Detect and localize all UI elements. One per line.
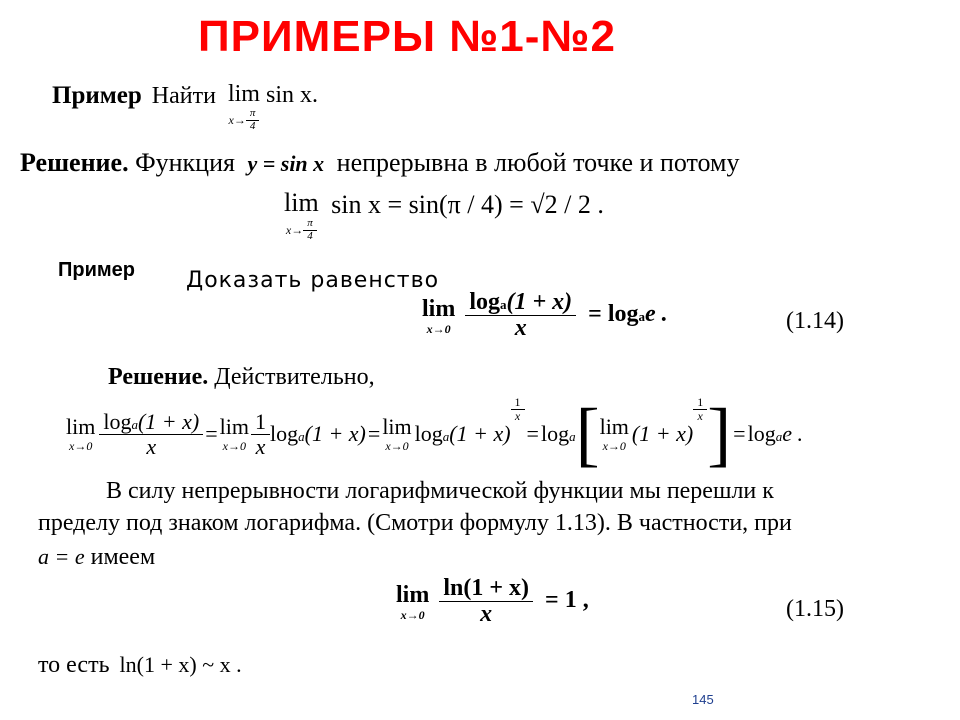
rhs-log: = log — [588, 301, 639, 328]
lim-subscript — [286, 218, 317, 242]
eq115-lim — [396, 583, 429, 621]
solution1-lim — [284, 190, 319, 242]
log-word: log — [469, 289, 500, 315]
eq-sign-4: = — [733, 421, 746, 446]
paragraph-line3-text: имеем — [90, 544, 156, 570]
lim-sub-fraction — [246, 108, 260, 132]
exp-num: 1 — [511, 396, 525, 410]
log-arg: (1 + x) — [506, 289, 573, 315]
example1-task: Найти — [151, 83, 216, 109]
log-rest: e . — [782, 421, 803, 446]
expr-dot: . — [312, 82, 318, 108]
lim-sub-den: 4 — [249, 119, 256, 132]
exp-den: x — [514, 408, 521, 423]
solution2-text: Действительно, — [214, 364, 375, 390]
exp-num: 1 — [693, 396, 707, 410]
expr-text: sin x — [265, 82, 312, 108]
paragraph-line2: пределу под знаком логарифма. (Смотри формулу 1.13). В частности, при — [38, 510, 792, 536]
sol2-frac-1-num — [99, 410, 203, 434]
sol2-lim-4 — [600, 416, 629, 452]
log-word: log — [270, 421, 299, 446]
left-bracket: [ — [575, 394, 600, 474]
example2-rhs — [588, 301, 668, 327]
lim-word: lim — [396, 581, 430, 608]
log-base: a — [500, 297, 507, 312]
log-word: log — [414, 421, 443, 446]
lim-sub-den: 4 — [307, 229, 313, 242]
exp-den: x — [697, 408, 703, 423]
page-title: ПРИМЕРЫ №1-№2 — [198, 12, 616, 61]
page-number: 145 — [692, 692, 714, 707]
sol2-exponent-1 — [511, 396, 525, 422]
solution2-formula — [66, 394, 803, 474]
log-base: a — [442, 429, 450, 444]
sol2-frac-2-num: 1 — [251, 410, 270, 434]
eq115-rhs: = 1 , — [545, 587, 589, 614]
lim-subscript: x→0 — [69, 439, 93, 453]
lim-subscript: x→0 — [400, 607, 425, 622]
lim-word: lim — [422, 295, 456, 322]
conclusion-line — [38, 652, 242, 679]
example2-label: Пример — [58, 259, 136, 281]
log-base: a — [569, 429, 576, 444]
example2-label-line — [58, 256, 135, 282]
example1-expr — [266, 82, 318, 108]
log-arg: (1 + x) — [449, 421, 511, 446]
solution1-line — [20, 148, 740, 178]
sol2-log-6 — [748, 421, 803, 447]
lim-word: lim — [599, 414, 629, 439]
conclusion-text: то есть — [38, 652, 110, 678]
sol2-log-2 — [270, 421, 366, 447]
lim-word: lim — [227, 81, 260, 107]
log-word: log — [540, 421, 570, 446]
sol2-frac-1-den: x — [146, 433, 157, 459]
sol2-lim-4-arg: (1 + x) — [631, 421, 694, 446]
solution1-func: y = sin x — [247, 151, 325, 176]
paragraph-line3 — [38, 544, 155, 571]
rhs-rest: e . — [645, 301, 668, 328]
solution1-formula — [284, 190, 604, 242]
example2-lim — [422, 297, 455, 335]
log-word: log — [103, 409, 132, 435]
solution2-line — [108, 364, 375, 391]
solution1-text-a: Функция — [135, 148, 235, 177]
lim-subscript: x→0 — [602, 439, 626, 453]
lim-sub-num: π — [246, 108, 260, 121]
eq115-den: x — [480, 601, 493, 628]
sol2-frac-2-den: x — [255, 433, 266, 459]
sol2-lim-2 — [220, 416, 249, 452]
sol2-lim-1 — [66, 416, 95, 452]
eq115-fraction — [439, 576, 533, 627]
sol2-log-3 — [415, 421, 511, 447]
eq-number-1-15: (1.15) — [786, 596, 844, 622]
rhs-base: a — [638, 309, 646, 325]
sol2-frac-1 — [99, 410, 203, 457]
lim-sub-arrow: x→ — [228, 113, 246, 128]
lim-subscript: x→0 — [385, 439, 409, 453]
eq-number-1-14: (1.14) — [786, 308, 844, 334]
solution2-label: Решение. — [108, 364, 209, 390]
log-arg: (1 + x) — [137, 409, 200, 435]
log-word: log — [747, 421, 776, 446]
log-arg: (1 + x) — [304, 421, 366, 446]
eq115-formula — [396, 576, 589, 627]
sol2-lim-3 — [382, 416, 411, 452]
log-base: a — [131, 417, 138, 433]
solution1-text-b: непрерывна в любой точке и потому — [336, 148, 740, 177]
example2-task: Доказать равенство — [186, 268, 440, 293]
log-base: a — [775, 429, 783, 444]
right-bracket: ] — [707, 394, 732, 474]
example2-den: x — [514, 315, 527, 342]
lim-word: lim — [66, 414, 96, 439]
paragraph-formula: a = e — [38, 544, 85, 569]
lim-sub-fraction — [303, 218, 317, 242]
sol2-frac-2 — [251, 410, 270, 457]
lim-word: lim — [382, 414, 412, 439]
eq-sign-3: = — [526, 421, 539, 446]
paragraph-line1: В силу непрерывности логарифмической функции мы перешли к — [106, 478, 774, 504]
eq-sign-1: = — [205, 421, 218, 446]
example2-num — [465, 290, 576, 316]
lim-sub-num: π — [303, 218, 317, 231]
eq115-num: ln(1 + x) — [439, 576, 533, 602]
lim-subscript: x→0 — [222, 439, 246, 453]
conclusion-formula: ln(1 + x) ~ x . — [119, 652, 242, 677]
eq-sign-2: = — [367, 421, 381, 446]
example1-block — [52, 82, 318, 132]
lim-sub-arrow: x→ — [285, 223, 304, 238]
example2-fraction — [465, 290, 576, 341]
log-base: a — [298, 429, 305, 444]
lim-subscript: x→0 — [426, 321, 451, 336]
solution1-formula-text: sin x = sin(π / 4) = √2 / 2 . — [331, 190, 604, 219]
sol2-exponent-2 — [693, 396, 707, 422]
lim-word: lim — [284, 188, 319, 217]
example1-label: Пример — [52, 82, 142, 109]
sol2-log-4 — [541, 421, 576, 447]
lim-subscript — [229, 108, 260, 132]
example1-lim — [228, 82, 260, 132]
lim-word: lim — [219, 414, 249, 439]
example2-formula — [422, 290, 668, 341]
solution1-label: Решение. — [20, 148, 129, 177]
